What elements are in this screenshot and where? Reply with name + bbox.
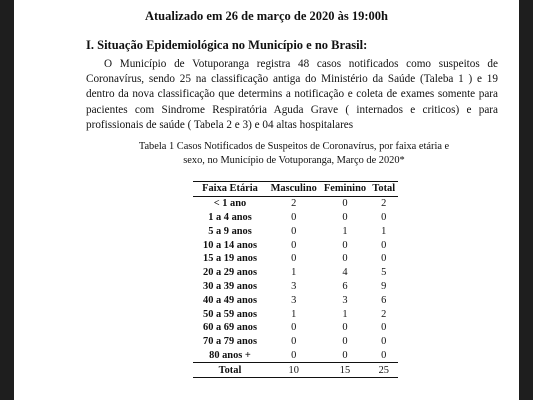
male-cell: 0 bbox=[291, 239, 297, 251]
total-cell: 0 bbox=[381, 322, 387, 334]
table-row bbox=[193, 321, 398, 335]
table-caption-line-2: sexo, no Município de Votuporanga, Março de 2020* bbox=[183, 155, 405, 166]
total-label: Total bbox=[193, 363, 267, 378]
female-cell: 0 bbox=[342, 322, 348, 334]
section-title: I. Situação Epidemiológica no Município e no Brasil: bbox=[86, 38, 368, 52]
total-cell: 0 bbox=[381, 253, 387, 265]
age-cell: 5 a 9 anos bbox=[208, 225, 252, 237]
total-cell: 0 bbox=[381, 239, 387, 251]
total-cell: 9 bbox=[381, 280, 387, 292]
table-row bbox=[193, 349, 398, 363]
table-row bbox=[193, 280, 398, 294]
total-cell: 2 bbox=[381, 198, 387, 210]
table-row bbox=[193, 307, 398, 321]
male-cell: 3 bbox=[291, 280, 297, 292]
male-cell: 0 bbox=[291, 253, 297, 265]
female-cell: 0 bbox=[342, 211, 348, 223]
age-cell: < 1 ano bbox=[213, 198, 247, 210]
table-caption-line-1: Tabela 1 Casos Notificados de Suspeitos de Coronavírus, por faixa etária e bbox=[138, 141, 450, 152]
total-female: 15 bbox=[320, 363, 369, 378]
table-header-row bbox=[193, 182, 398, 197]
age-cell: 60 a 69 anos bbox=[203, 322, 257, 334]
header-female: Feminino bbox=[320, 182, 369, 197]
cases-table bbox=[193, 181, 398, 378]
total-cell: 6 bbox=[381, 294, 387, 306]
table-row bbox=[193, 238, 398, 252]
total-cell: 5 bbox=[381, 267, 387, 279]
left-dark-margin bbox=[0, 0, 14, 400]
male-cell: 0 bbox=[291, 225, 297, 237]
female-cell: 3 bbox=[342, 294, 348, 306]
male-cell: 1 bbox=[291, 308, 297, 320]
age-cell: 20 a 29 anos bbox=[203, 267, 257, 279]
table-row bbox=[193, 252, 398, 266]
male-cell: 0 bbox=[291, 211, 297, 223]
male-cell: 0 bbox=[291, 349, 297, 361]
male-cell: 1 bbox=[291, 267, 297, 279]
header-age-group: Faixa Etária bbox=[193, 182, 267, 197]
age-cell: 1 a 4 anos bbox=[208, 211, 252, 223]
female-cell: 0 bbox=[342, 239, 348, 251]
table-row bbox=[193, 266, 398, 280]
total-all: 25 bbox=[370, 363, 398, 378]
female-cell: 0 bbox=[342, 253, 348, 265]
table-caption bbox=[104, 140, 484, 168]
age-cell: 10 a 14 anos bbox=[203, 239, 257, 251]
table-row bbox=[193, 196, 398, 210]
age-cell: 80 anos + bbox=[209, 349, 251, 361]
male-cell: 0 bbox=[291, 336, 297, 348]
table-row bbox=[193, 293, 398, 307]
female-cell: 6 bbox=[342, 280, 348, 292]
right-dark-margin bbox=[519, 0, 533, 400]
male-cell: 2 bbox=[291, 198, 297, 210]
female-cell: 0 bbox=[342, 198, 348, 210]
total-male: 10 bbox=[267, 363, 320, 378]
age-cell: 30 a 39 anos bbox=[203, 280, 257, 292]
female-cell: 1 bbox=[342, 225, 348, 237]
female-cell: 1 bbox=[342, 308, 348, 320]
total-cell: 0 bbox=[381, 336, 387, 348]
age-cell: 40 a 49 anos bbox=[203, 294, 257, 306]
total-cell: 0 bbox=[381, 349, 387, 361]
total-cell: 1 bbox=[381, 225, 387, 237]
age-cell: 15 a 19 anos bbox=[203, 253, 257, 265]
male-cell: 0 bbox=[291, 322, 297, 334]
total-cell: 2 bbox=[381, 308, 387, 320]
table-row bbox=[193, 224, 398, 238]
female-cell: 0 bbox=[342, 349, 348, 361]
header-total: Total bbox=[370, 182, 398, 197]
total-cell: 0 bbox=[381, 211, 387, 223]
table-total-row bbox=[193, 363, 398, 378]
female-cell: 0 bbox=[342, 336, 348, 348]
female-cell: 4 bbox=[342, 267, 348, 279]
table-row bbox=[193, 335, 398, 349]
update-headline: Atualizado em 26 de março de 2020 às 19:00h bbox=[144, 9, 389, 23]
age-cell: 50 a 59 anos bbox=[203, 308, 257, 320]
header-male: Masculino bbox=[267, 182, 320, 197]
age-cell: 70 a 79 anos bbox=[203, 336, 257, 348]
body-paragraph: O Município de Votuporanga registra 48 casos notificados como suspeitos de Coronavírus, sendo 25 na classificação antiga do Ministério da Saúde (Taleba 1 ) e 19 dentro da nova classificação que determins a notificação e coleta de exames somente para pacientes com Sindrome Respiratória Aguda Grave ( internados e criticos) e para profissionais de saúde ( Tabela 2 e 3) e 04 altas hospitalares bbox=[86, 58, 498, 131]
table-row bbox=[193, 211, 398, 225]
document-page bbox=[14, 0, 519, 400]
male-cell: 3 bbox=[291, 294, 297, 306]
